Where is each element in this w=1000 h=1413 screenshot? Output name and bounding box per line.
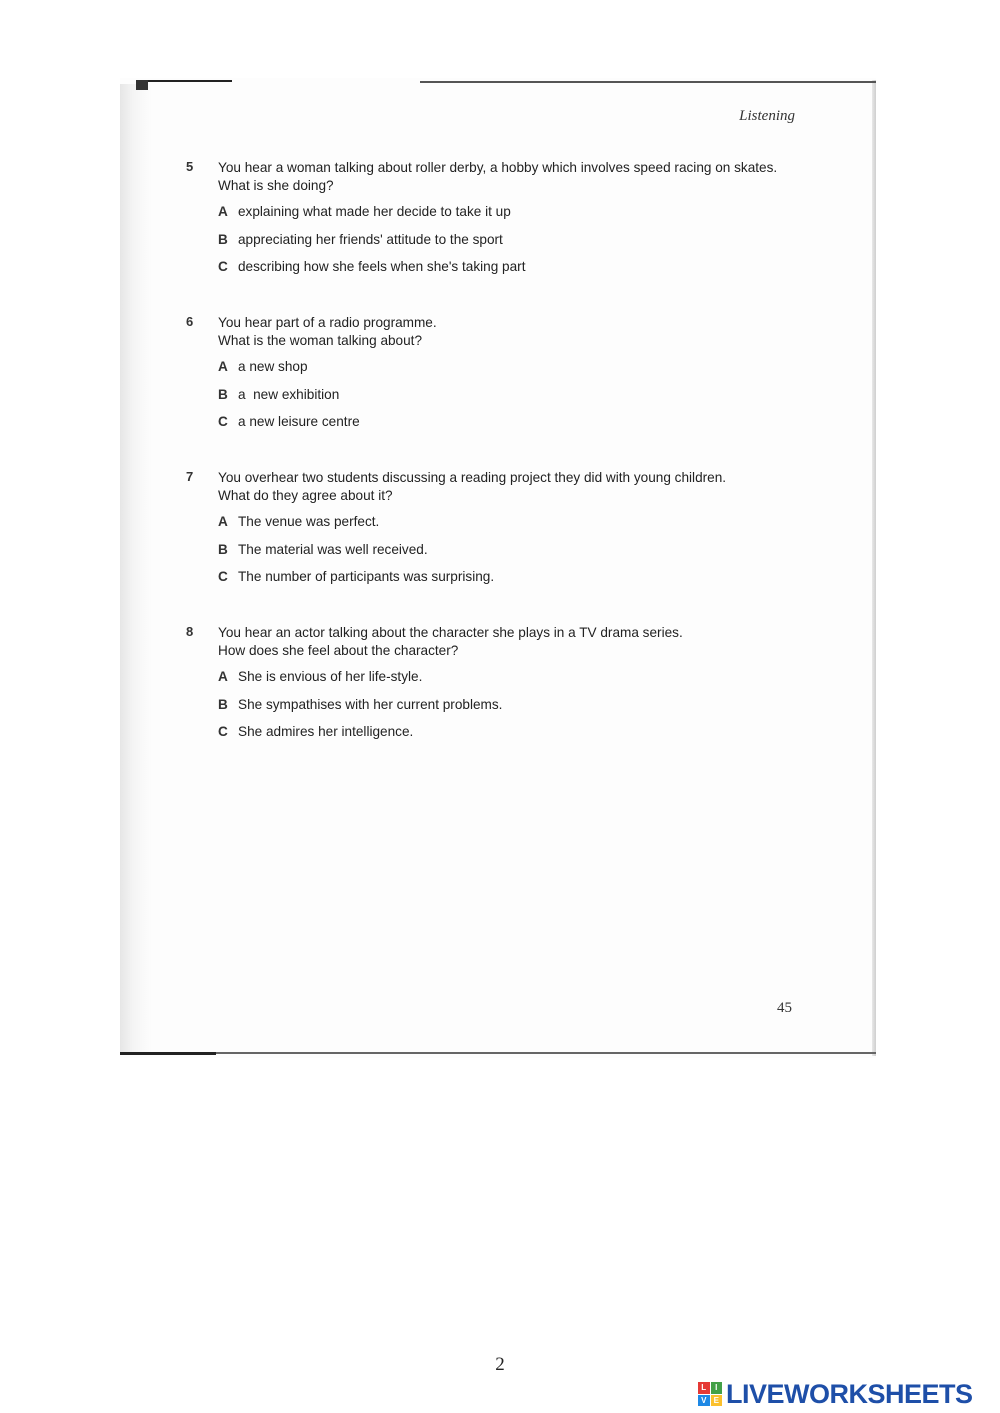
- option-text: a new shop: [238, 359, 308, 374]
- option-text: The venue was perfect.: [238, 514, 380, 529]
- option-a[interactable]: [218, 669, 826, 697]
- logo-tile: V: [698, 1395, 710, 1407]
- option-text: explaining what made her decide to take it up: [238, 204, 511, 219]
- option-text: The number of participants was surprising.: [238, 569, 495, 584]
- question-5: [186, 159, 826, 287]
- question-text: [218, 314, 826, 350]
- sheet-page-number: 2: [495, 1354, 505, 1375]
- running-head: Listening: [739, 108, 795, 124]
- option-list: [218, 204, 826, 287]
- option-text: a new exhibition: [238, 386, 340, 402]
- liveworksheets-logo[interactable]: [698, 1379, 973, 1409]
- option-a[interactable]: [218, 204, 826, 232]
- question-number: 7: [186, 469, 194, 484]
- question-6: [186, 314, 826, 442]
- option-letter: A: [218, 204, 228, 219]
- question-line: How does she feel about the character?: [218, 643, 459, 658]
- option-list: [218, 669, 826, 752]
- option-b[interactable]: [218, 232, 826, 260]
- liveworksheets-logo-icon: [698, 1382, 722, 1406]
- top-rule-corner: [136, 80, 148, 90]
- option-letter: B: [218, 386, 228, 402]
- liveworksheets-wordmark: LIVEWORKSHEETS: [726, 1378, 973, 1409]
- option-text: The material was well received.: [238, 541, 428, 557]
- top-rule-right: [420, 81, 876, 83]
- option-a[interactable]: [218, 359, 826, 387]
- question-text: [218, 624, 826, 660]
- question-line: What do they agree about it?: [218, 488, 393, 503]
- question-number: 6: [186, 314, 194, 329]
- question-line: What is she doing?: [218, 178, 334, 193]
- question-line: You overhear two students discussing a reading project they did with young children.: [218, 470, 727, 485]
- option-text: appreciating her friends' attitude to the sport: [238, 231, 503, 247]
- option-c[interactable]: [218, 724, 826, 752]
- option-text: She sympathises with her current problems.: [238, 696, 503, 712]
- option-text: She is envious of her life-style.: [238, 669, 423, 684]
- option-a[interactable]: [218, 514, 826, 542]
- question-7: [186, 469, 826, 597]
- option-text: describing how she feels when she's taking part: [238, 259, 526, 274]
- option-letter: A: [218, 514, 228, 529]
- option-letter: B: [218, 541, 228, 557]
- question-line: What is the woman talking about?: [218, 333, 423, 348]
- top-rule-left: [136, 80, 232, 82]
- option-letter: C: [218, 259, 228, 274]
- option-b[interactable]: [218, 542, 826, 570]
- question-line: You hear an actor talking about the character she plays in a TV drama series.: [218, 625, 683, 640]
- logo-tile: E: [711, 1395, 723, 1407]
- option-b[interactable]: [218, 697, 826, 725]
- option-letter: A: [218, 359, 228, 374]
- question-line: You hear part of a radio programme.: [218, 315, 437, 330]
- option-text: She admires her intelligence.: [238, 724, 414, 739]
- logo-tile: L: [698, 1382, 710, 1394]
- question-number: 5: [186, 159, 194, 174]
- option-text: a new leisure centre: [238, 414, 360, 429]
- option-letter: C: [218, 414, 228, 429]
- page-right-edge: [872, 80, 876, 1056]
- option-list: [218, 514, 826, 597]
- option-c[interactable]: [218, 569, 826, 597]
- question-text: [218, 159, 826, 195]
- book-page-number: 45: [777, 1000, 792, 1016]
- bottom-rule: [120, 1052, 876, 1054]
- option-c[interactable]: [218, 414, 826, 442]
- bottom-rule-left: [120, 1052, 216, 1055]
- question-number: 8: [186, 624, 194, 639]
- option-letter: C: [218, 569, 228, 584]
- option-letter: B: [218, 696, 228, 712]
- option-letter: C: [218, 724, 228, 739]
- option-c[interactable]: [218, 259, 826, 287]
- page-gutter-shadow: [120, 84, 152, 1052]
- logo-tile: I: [711, 1382, 723, 1394]
- option-letter: A: [218, 669, 228, 684]
- question-text: [218, 469, 826, 505]
- option-b[interactable]: [218, 387, 826, 415]
- question-8: [186, 624, 826, 752]
- option-list: [218, 359, 826, 442]
- option-letter: B: [218, 231, 228, 247]
- question-line: You hear a woman talking about roller derby, a hobby which involves speed racing on skates.: [218, 160, 778, 175]
